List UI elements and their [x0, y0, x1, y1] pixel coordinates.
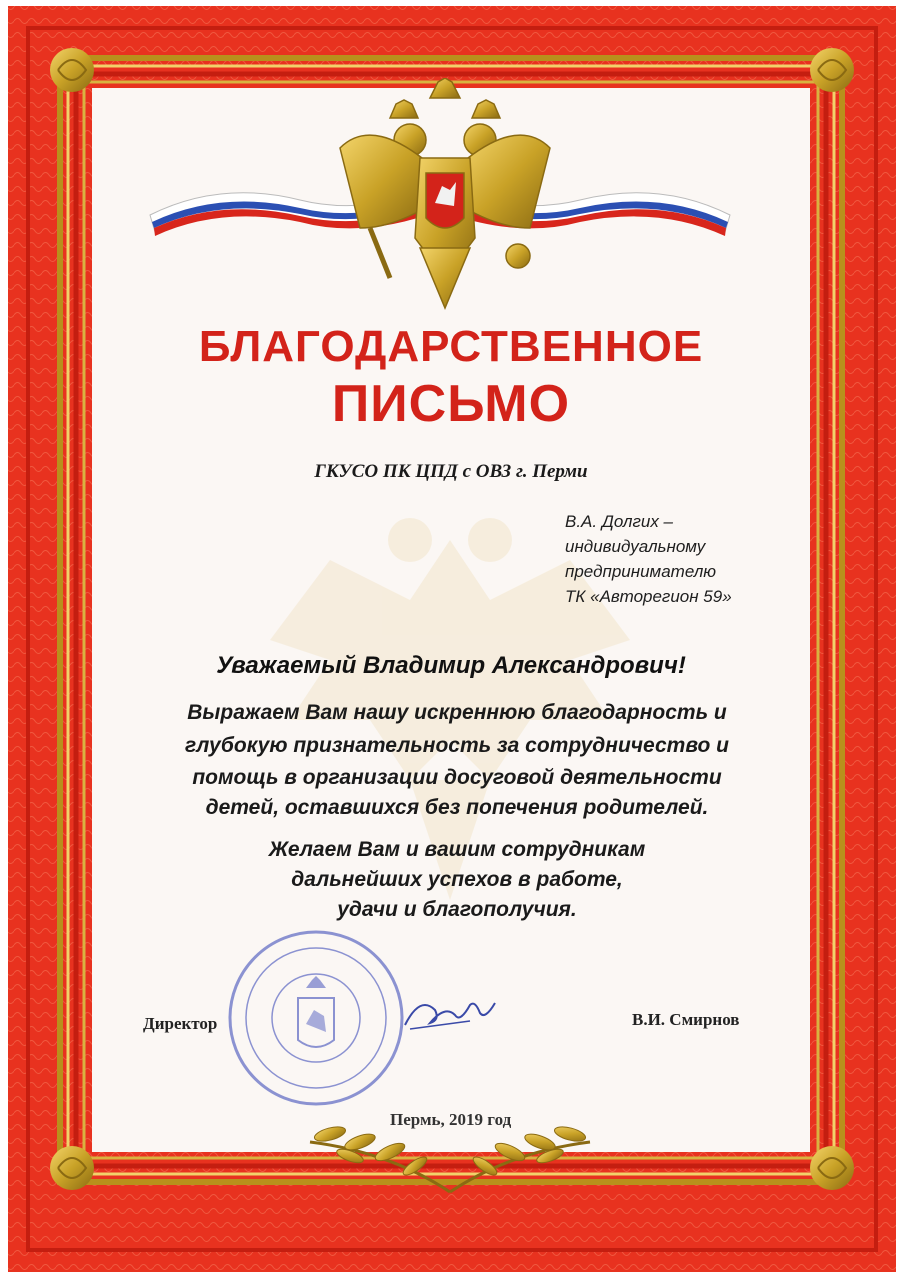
addressee-line: предпринимателю: [565, 562, 717, 581]
body-text-line: детей, оставшихся без попечения родителей.: [205, 796, 709, 819]
wishes-text-line: Желаем Вам и вашим сотрудникам: [268, 838, 646, 861]
body-text-line: Выражаем Вам нашу искреннюю благодарность и: [187, 701, 727, 724]
addressee-line: ТК «Авторегион 59»: [565, 587, 732, 606]
body-text-line: глубокую признательность за сотрудничество и: [185, 734, 729, 757]
signature-position: Директор: [143, 1014, 218, 1033]
laurel-branches-icon: [300, 1112, 600, 1202]
wishes-text-line: удачи и благополучия.: [337, 898, 577, 921]
handwritten-signature: [400, 985, 500, 1040]
greeting: Уважаемый Владимир Александрович!: [216, 652, 686, 679]
body-text-line: помощь в организации досуговой деятельности: [192, 766, 722, 789]
official-stamp: [226, 928, 406, 1108]
organization-name: ГКУСО ПК ЦПД с ОВЗ г. Перми: [314, 461, 588, 482]
letter-title-line1: БЛАГОДАРСТВЕННОЕ: [198, 322, 704, 371]
addressee-line: индивидуальному: [565, 537, 706, 556]
place-date: Пермь, 2019 год: [390, 1110, 512, 1129]
addressee-line: В.А. Долгих –: [565, 512, 674, 531]
signer-name: В.И. Смирнов: [632, 1010, 740, 1029]
wishes-text-line: дальнейших успехов в работе,: [291, 868, 623, 891]
letter-title-line2: ПИСЬМО: [331, 375, 571, 433]
coat-of-arms-icon: [330, 78, 560, 318]
